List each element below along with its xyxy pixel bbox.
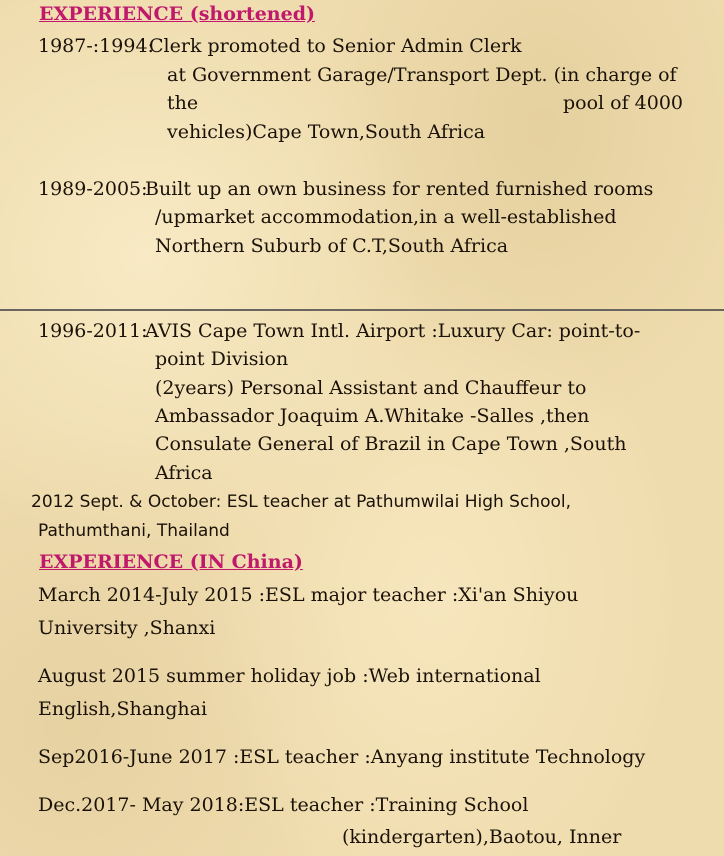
china-entry-1-line-2: University ,Shanxi [38,617,216,639]
entry-1996-line-5: Consulate General of Brazil in Cape Town ,South [155,433,627,455]
entry-1987-line-2: at Government Garage/Transport Dept. (in charge of [167,64,677,86]
section-divider [0,309,724,311]
entry-1996-line-1: AVIS Cape Town Intl. Airport :Luxury Car: point-to- [145,320,641,342]
china-entry-4-line-2: (kindergarten),Baotou, Inner [342,826,622,848]
entry-1996-line-4: Ambassador Joaquim A.Whitake -Salles ,then [155,405,590,427]
experience-china-heading: EXPERIENCE (IN China) [39,551,303,573]
china-entry-3-line-1: Sep2016-June 2017 :ESL teacher :Anyang institute Technology [38,746,646,768]
entry-1989-dates: 1989-2005: [38,178,148,200]
esl-thailand-line-1: 2012 Sept. & October: ESL teacher at Pathumwilai High School, [31,492,572,512]
china-entry-1-line-1: March 2014-July 2015 :ESL major teacher :Xi'an Shiyou [38,584,579,606]
experience-shortened-heading: EXPERIENCE (shortened) [39,3,315,25]
entry-1987-dates: 1987-:1994: [38,35,154,57]
china-entry-4-line-1: Dec.2017- May 2018:ESL teacher :Training School [38,794,529,816]
entry-1996-line-6: Africa [155,462,213,484]
entry-1987-line-3b: pool of 4000 [562,92,683,114]
entry-1987-line-3 [167,89,683,117]
entry-1996-dates: 1996-2011: [38,320,148,342]
china-entry-2-line-2: English,Shanghai [38,698,208,720]
entry-1987-line-4: vehicles)Cape Town,South Africa [167,121,486,143]
entry-1987-line-1: Clerk promoted to Senior Admin Clerk [149,35,522,57]
entry-1989-line-1: Built up an own business for rented furnished rooms [145,178,654,200]
entry-1989-line-2: /upmarket accommodation,in a well-established [155,206,617,228]
entry-1996-line-3: (2years) Personal Assistant and Chauffeur to [155,377,587,399]
entry-1989-line-3: Northern Suburb of C.T,South Africa [155,235,509,257]
esl-thailand-line-2: Pathumthani, Thailand [38,521,230,541]
entry-1987-line-3a: the [167,92,199,114]
china-entry-2-line-1: August 2015 summer holiday job :Web international [38,665,541,687]
entry-1996-line-2: point Division [155,348,289,370]
